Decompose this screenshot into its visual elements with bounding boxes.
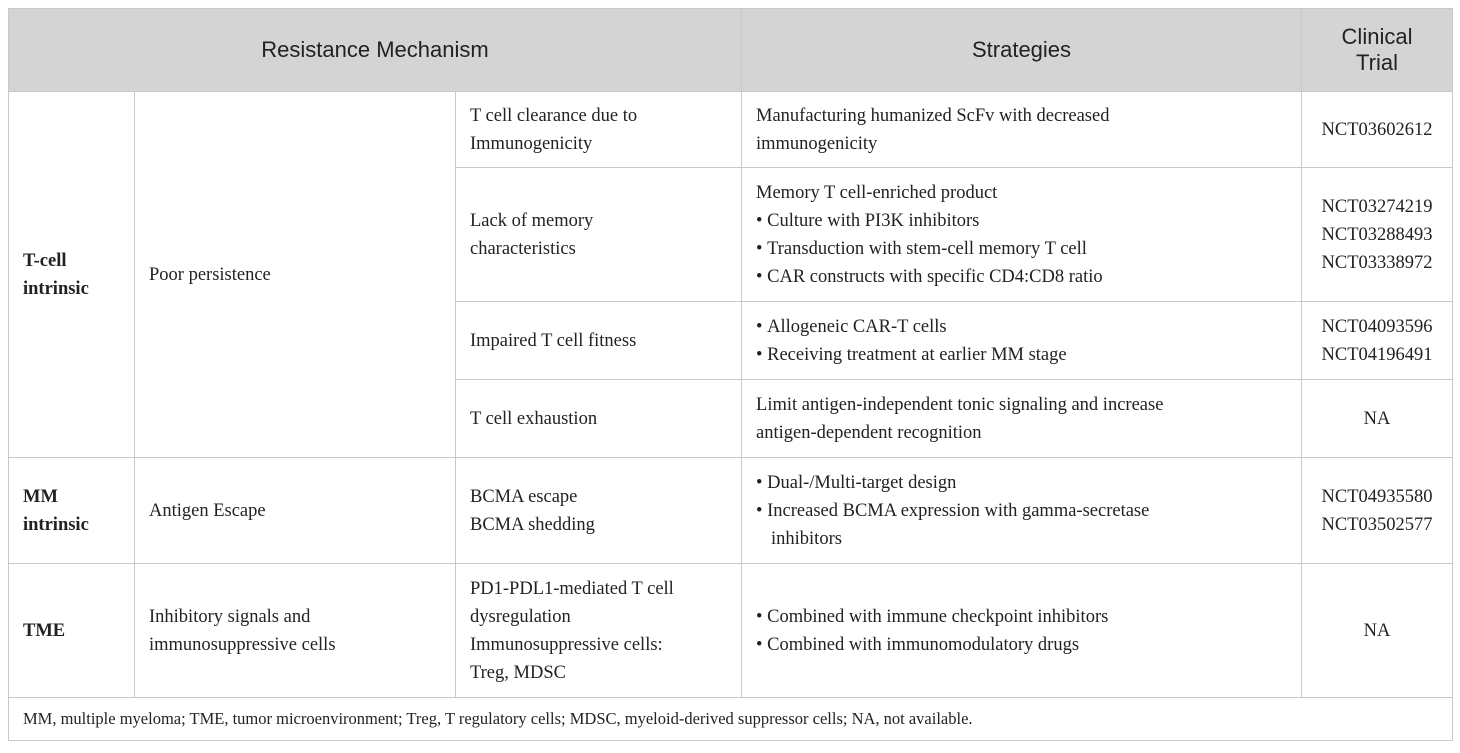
sub-line: Impaired T cell fitness [470, 330, 637, 351]
trial-id: NCT03274219 [1321, 196, 1433, 217]
trial-id: NCT03338972 [1321, 252, 1433, 273]
strategy-bullet: • Combined with immunomodulatory drugs [756, 631, 1287, 659]
sub-line: T cell exhaustion [470, 408, 598, 429]
resistance-table-container [8, 8, 1452, 741]
trial-id: NCT03602612 [1321, 119, 1433, 140]
trial-id: NCT04196491 [1321, 344, 1433, 365]
sub-line: BCMA shedding [470, 514, 595, 535]
sub-mechanism-cell [456, 380, 742, 458]
strategy-bullet: • Increased BCMA expression with gamma-secretase [756, 497, 1287, 525]
strategies-cell [742, 92, 1302, 168]
strategies-cell [742, 380, 1302, 458]
mechanism-cell: Antigen Escape [135, 458, 456, 564]
sub-mechanism-cell [456, 458, 742, 564]
header-strategies: Strategies [742, 9, 1302, 92]
trial-cell [1302, 302, 1453, 380]
strategy-line: Memory T cell-enriched product [756, 182, 998, 203]
trial-id: NA [1363, 620, 1391, 641]
strategy-bullet: • Culture with PI3K inhibitors [756, 207, 1287, 235]
trial-cell [1302, 92, 1453, 168]
sub-mechanism-cell [456, 168, 742, 302]
strategy-line: antigen-dependent recognition [756, 422, 982, 443]
category-cell [9, 458, 135, 564]
trial-id: NCT04093596 [1321, 316, 1433, 337]
strategies-cell [742, 458, 1302, 564]
category-line: intrinsic [23, 278, 89, 299]
sub-line: Immunosuppressive cells: [470, 634, 663, 655]
trial-id: NCT03288493 [1321, 224, 1433, 245]
strategy-bullet: • Combined with immune checkpoint inhibitors [756, 603, 1287, 631]
sub-line: PD1-PDL1-mediated T cell [470, 578, 674, 599]
mechanism-line: immunosuppressive cells [149, 634, 336, 655]
trial-id: NCT04935580 [1321, 486, 1433, 507]
trial-cell [1302, 168, 1453, 302]
category-line: MM [23, 486, 58, 507]
header-clinical: Clinical [1341, 24, 1413, 49]
table-row [9, 564, 1453, 698]
strategies-cell [742, 564, 1302, 698]
sub-mechanism-cell [456, 564, 742, 698]
category-line: TME [23, 620, 66, 641]
category-cell [9, 564, 135, 698]
table-footnote: MM, multiple myeloma; TME, tumor microenvironment; Treg, T regulatory cells; MDSC, myeloid-derived suppressor cells; NA, not available. [9, 698, 1453, 741]
strategy-bullet: • CAR constructs with specific CD4:CD8 ratio [756, 263, 1287, 291]
mechanism-cell: Poor persistence [135, 92, 456, 458]
header-clinical-trial [1302, 9, 1453, 92]
sub-line: Immunogenicity [470, 133, 593, 154]
category-line: intrinsic [23, 514, 89, 535]
mechanism-line: Inhibitory signals and [149, 606, 311, 627]
sub-line: Treg, MDSC [470, 662, 566, 683]
strategies-cell [742, 302, 1302, 380]
strategy-line: immunogenicity [756, 133, 878, 154]
strategy-bullet: • Allogeneic CAR-T cells [756, 313, 1287, 341]
mechanism-cell [135, 564, 456, 698]
header-resistance-mechanism: Resistance Mechanism [9, 9, 742, 92]
category-cell [9, 92, 135, 458]
trial-cell [1302, 380, 1453, 458]
resistance-mechanisms-table [8, 8, 1453, 741]
sub-mechanism-cell [456, 92, 742, 168]
strategy-bullet: • Dual-/Multi-target design [756, 469, 1287, 497]
sub-line: characteristics [470, 238, 576, 259]
sub-line: dysregulation [470, 606, 571, 627]
header-trial: Trial [1356, 50, 1398, 75]
strategy-line: inhibitors [771, 528, 842, 549]
strategy-bullet: • Receiving treatment at earlier MM stage [756, 341, 1287, 369]
strategies-cell [742, 168, 1302, 302]
sub-line: Lack of memory [470, 210, 594, 231]
trial-cell [1302, 458, 1453, 564]
table-row [9, 92, 1453, 168]
footnote-row [9, 698, 1453, 741]
strategy-bullet: • Transduction with stem-cell memory T cell [756, 235, 1287, 263]
strategy-line: Manufacturing humanized ScFv with decreased [756, 105, 1110, 126]
trial-id: NCT03502577 [1321, 514, 1433, 535]
table-row [9, 458, 1453, 564]
header-row [9, 9, 1453, 92]
sub-line: BCMA escape [470, 486, 578, 507]
trial-cell [1302, 564, 1453, 698]
category-line: T-cell [23, 250, 67, 271]
strategy-line: Limit antigen-independent tonic signaling and increase [756, 394, 1164, 415]
sub-mechanism-cell [456, 302, 742, 380]
trial-id: NA [1363, 408, 1391, 429]
sub-line: T cell clearance due to [470, 105, 638, 126]
